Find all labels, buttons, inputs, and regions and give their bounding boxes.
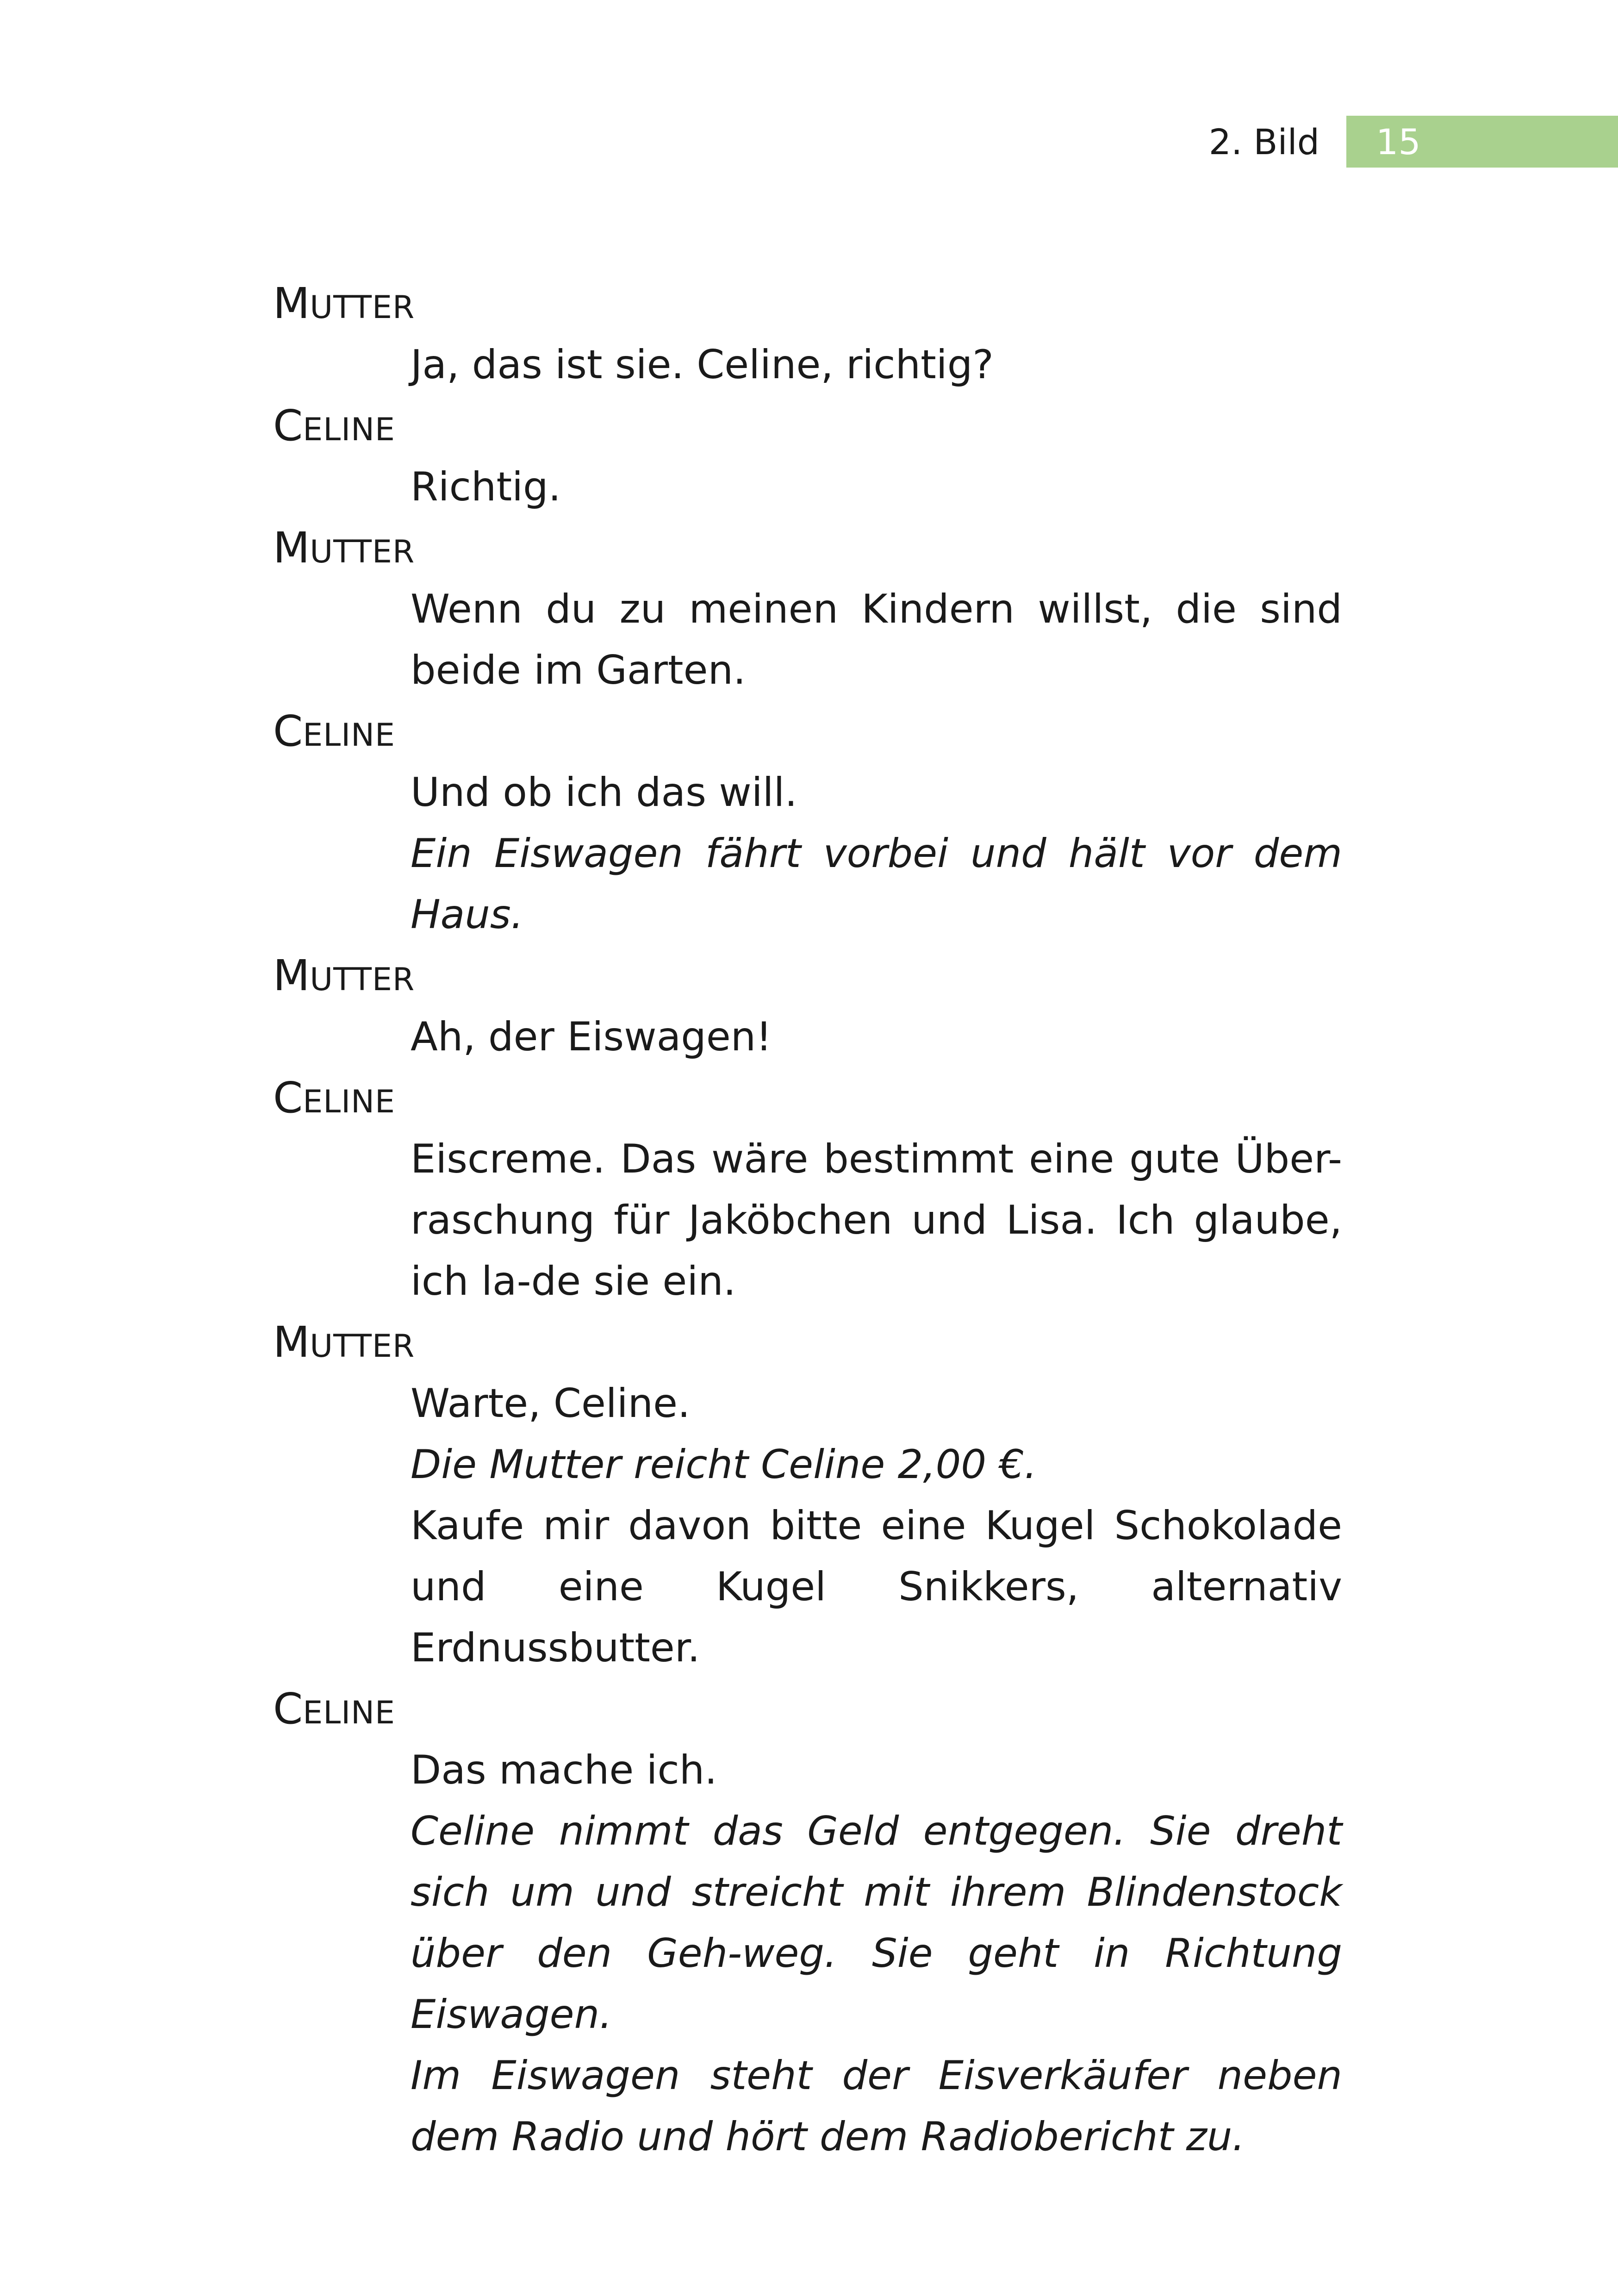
speaker-rest: ELINE [303, 1084, 395, 1120]
speaker-rest: UTTER [310, 534, 415, 570]
dialogue-line: Ah, der Eiswagen! [411, 1014, 772, 1060]
speaker-initial: C [273, 706, 303, 756]
speaker-name [273, 701, 1342, 762]
speaker-name [273, 945, 1342, 1006]
dialogue-block [273, 273, 1342, 395]
speaker-rest: UTTER [310, 289, 415, 326]
stage-direction: Celine nimmt das Geld entgegen. Sie dreht sich um und streicht mit ihrem Blindenstock über den Geh-weg. Sie geht in Richtung Eiswagen. [411, 1808, 1342, 2038]
speaker-initial: M [273, 951, 310, 1000]
dialogue-block [273, 1678, 1342, 2167]
stage-direction: Im Eiswagen steht der Eisverkäufer neben dem Radio und hört dem Radiobericht zu. [411, 2053, 1342, 2160]
dialogue-line: Kaufe mir davon bitte eine Kugel Schokolade und eine Kugel Snikkers, alternativ Erdnussbutter. [411, 1503, 1342, 1671]
dialogue-line: Und ob ich das will. [411, 769, 797, 816]
speaker-initial: C [273, 1073, 303, 1123]
speaker-name [273, 1678, 1342, 1740]
speaker-rest: ELINE [303, 412, 395, 448]
chapter-title: 2. Bild [1208, 121, 1319, 162]
speaker-initial: M [273, 523, 310, 573]
page-number: 15 [1376, 121, 1421, 162]
dialogue-line: Ja, das ist sie. Celine, richtig? [411, 342, 994, 388]
dialogue-line: Das mache ich. [411, 1747, 717, 1793]
speaker-name [273, 1312, 1342, 1373]
page-header [1209, 116, 1618, 168]
dialogue-block [273, 395, 1342, 518]
dialogue-line: Richtig. [411, 464, 561, 510]
speaker-initial: C [273, 401, 303, 450]
speaker-name [273, 273, 1342, 334]
dialogue-block [273, 701, 1342, 945]
page-number-tab [1346, 116, 1618, 168]
speaker-name [273, 518, 1342, 579]
dialogue-line: Wenn du zu meinen Kindern willst, die sind beide im Garten. [411, 586, 1342, 693]
script-body [273, 273, 1342, 2167]
dialogue-line: Warte, Celine. [411, 1380, 691, 1427]
speaker-rest: UTTER [310, 961, 415, 998]
speaker-initial: M [273, 279, 310, 328]
speaker-rest: UTTER [310, 1328, 415, 1365]
speaker-rest: ELINE [303, 717, 395, 754]
dialogue-block [273, 1067, 1342, 1312]
speaker-rest: ELINE [303, 1695, 395, 1731]
stage-direction: Ein Eiswagen fährt vorbei und hält vor dem Haus. [411, 830, 1342, 938]
speaker-name [273, 1067, 1342, 1129]
dialogue-block [273, 945, 1342, 1067]
speaker-name [273, 395, 1342, 456]
dialogue-line: Eiscreme. Das wäre bestimmt eine gute Über-raschung für Jaköbchen und Lisa. Ich glaube, ich la-de sie ein. [411, 1136, 1342, 1304]
stage-direction: Die Mutter reicht Celine 2,00 €. [411, 1441, 1037, 1488]
speaker-initial: C [273, 1684, 303, 1734]
speaker-initial: M [273, 1317, 310, 1367]
dialogue-block [273, 1312, 1342, 1678]
dialogue-block [273, 518, 1342, 701]
